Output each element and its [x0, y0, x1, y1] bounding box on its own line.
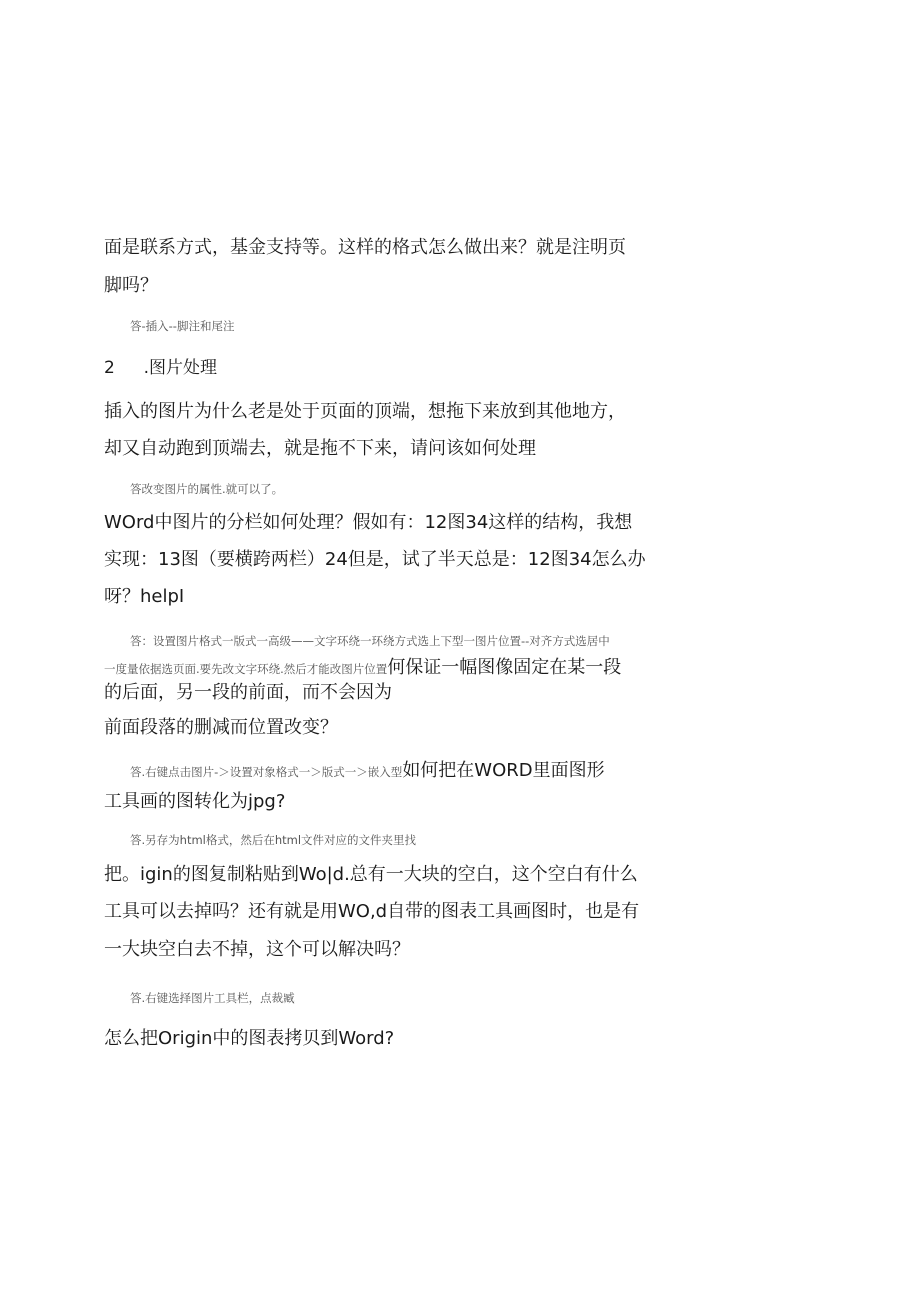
question-6-line-2: 工具可以去掉吗？还有就是用WO,d自带的图表工具画图时，也是有 [104, 901, 640, 922]
answer-3-line-1: 答：设置图片格式一版式一高级——文字环绕一环绕方式选上下型一图片位置--对齐方式选居中 [130, 634, 610, 648]
question-3-line-2: 实现：13图（要横跨两栏）24但是，试了半天总是：12图34怎么办 [104, 549, 646, 570]
section-heading [104, 356, 217, 380]
question-2-line-2: 却又自动跑到顶端去，就是拖不下来，请问该如何处理 [104, 438, 536, 459]
answer-3-line-2: 一度量依据选页面.要先改文字环绕.然后才能改图片位置 [104, 662, 388, 676]
question-2-line-1: 插入的图片为什么老是处于页面的顶端，想拖下来放到其他地方， [104, 401, 626, 422]
answer-3-line-2-with-question-4 [104, 656, 621, 681]
answer-6: 答.右键选择图片工具栏，点裁臧 [130, 991, 295, 1005]
question-4-line-1: 何保证一幅图像固定在某一段 [387, 657, 622, 678]
question-3-line-3: 呀？helpI [104, 586, 185, 607]
answer-5: 答.另存为html格式，然后在html文件对应的文件夹里找 [130, 833, 417, 847]
question-4-line-2: 的后面，另一段的前面，而不会因为 [104, 682, 392, 703]
question-6-line-3: 一大块空白去不掉，这个可以解决吗？ [104, 939, 410, 960]
question-3-line-1: WOrd中图片的分栏如何处理？假如有：12图34这样的结构，我想 [104, 512, 633, 533]
answer-4: 答.右键点击图片-＞设置对象格式一＞版式一＞嵌入型 [130, 765, 403, 779]
question-1-line-2: 脚吗？ [104, 275, 158, 296]
section-title: .图片处理 [143, 358, 218, 378]
question-1-line-1: 面是联系方式，基金支持等。这样的格式怎么做出来？就是注明页 [104, 237, 626, 258]
section-number: 2 [104, 358, 115, 378]
answer-2: 答改变图片的属性.就可以了。 [130, 482, 284, 496]
question-7: 怎么把Origin中的图表拷贝到Word? [104, 1028, 395, 1049]
answer-4-with-question-5 [130, 759, 605, 784]
answer-1: 答-插入--脚注和尾注 [130, 319, 235, 333]
question-6-line-1: 把。igin的图复制粘贴到Wo|d.总有一大块的空白，这个空白有什么 [104, 864, 638, 885]
question-4-line-3: 前面段落的删减而位置改变？ [104, 717, 338, 738]
question-5-line-1: 如何把在WORD里面图形 [402, 760, 605, 781]
question-5-line-2: 工具画的图转化为jpg? [104, 791, 286, 812]
